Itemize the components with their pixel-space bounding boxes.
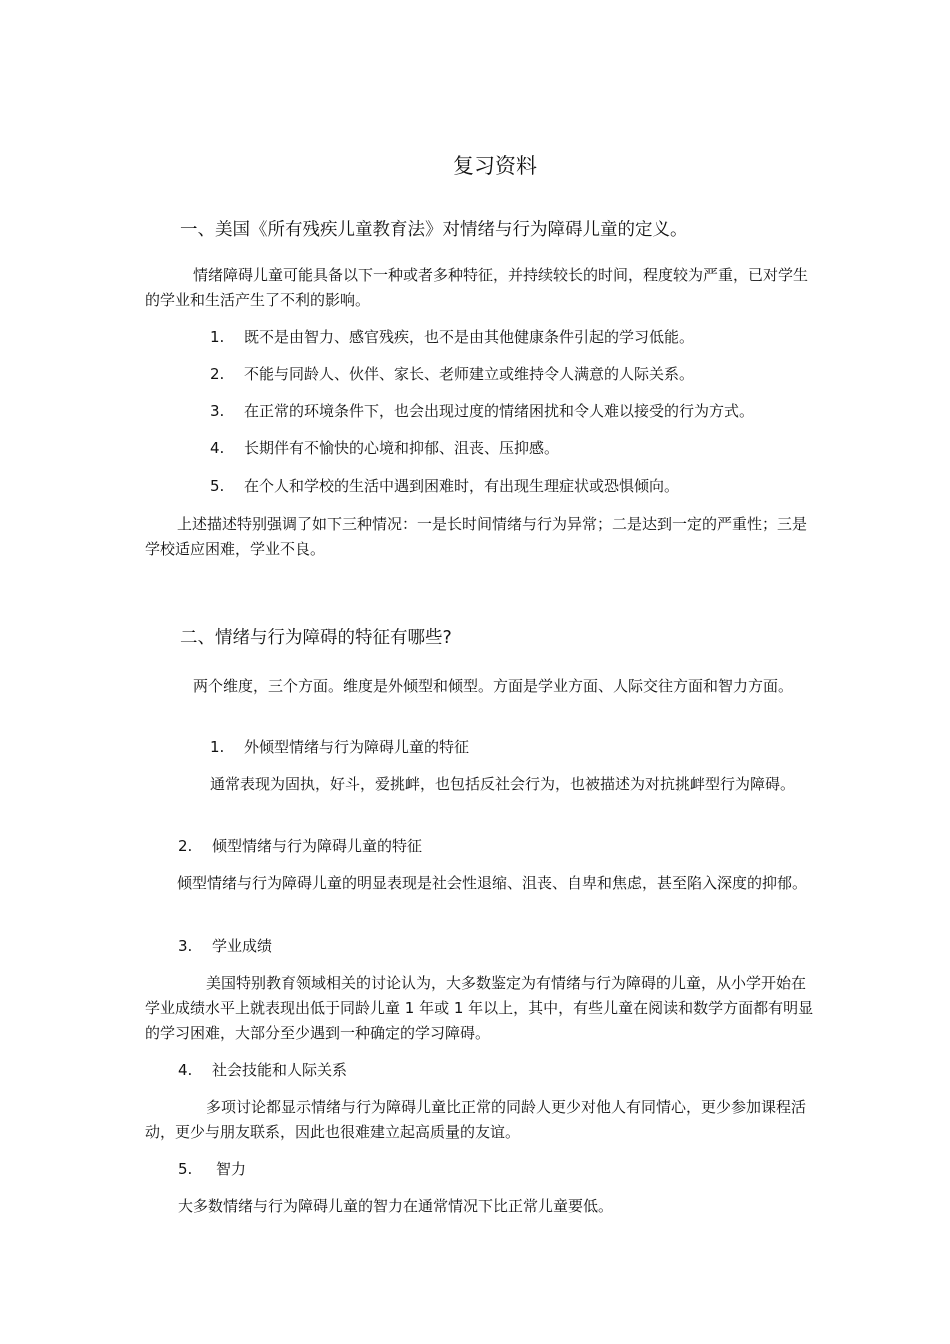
item-text: 社会技能和人际关系 [212, 1061, 348, 1079]
item-text: 倾型情绪与行为障碍儿童的特征 [212, 837, 423, 855]
item-text: 长期伴有不愉快的心境和抑郁、沮丧、压抑感。 [244, 439, 560, 457]
item-number: 1. [210, 328, 225, 346]
subsection1-body: 通常表现为固执，好斗，爱挑衅，也包括反社会行为，也被描述为对抗挑衅型行为障碍。 [210, 775, 796, 793]
item-number: 4. [178, 1061, 193, 1079]
subsection5-body: 大多数情绪与行为障碍儿童的智力在通常情况下比正常儿童要低。 [178, 1197, 614, 1215]
item-text: 既不是由智力、感官残疾，也不是由其他健康条件引起的学习低能。 [244, 328, 695, 346]
item-number: 1. [210, 738, 225, 756]
item-number: 3. [210, 402, 225, 420]
section2-intro: 两个维度，三个方面。维度是外倾型和倾型。方面是学业方面、人际交往方面和智力方面。 [193, 677, 794, 695]
section1-item-1 [210, 325, 694, 350]
subsection4-body: 多项讨论都显示情绪与行为障碍儿童比正常的同龄人更少对他人有同情心，更少参加课程活动，更少与朋友联系，因此也很难建立起高质量的友谊。 [145, 1098, 807, 1141]
item-text: 智力 [216, 1160, 247, 1178]
section1-item-2 [210, 362, 694, 387]
section1-intro: 情绪障碍儿童可能具备以下一种或者多种特征，并持续较长的时间，程度较为严重，已对学生的学业和生活产生了不利的影响。 [145, 266, 809, 309]
page-title: 复习资料 [453, 154, 537, 178]
subsection3-title [178, 934, 272, 959]
section1-item-3 [210, 399, 754, 424]
item-text: 外倾型情绪与行为障碍儿童的特征 [244, 738, 470, 756]
item-number: 2. [210, 365, 225, 383]
section2-heading: 二、情绪与行为障碍的特征有哪些? [180, 628, 452, 648]
section1-heading: 一、美国《所有残疾儿童教育法》对情绪与行为障碍儿童的定义。 [180, 220, 688, 240]
section1-item-5 [210, 474, 679, 499]
item-number: 5. [210, 477, 225, 495]
item-text: 在个人和学校的生活中遇到困难时，有出现生理症状或恐惧倾向。 [244, 477, 680, 495]
item-text: 学业成绩 [212, 937, 273, 955]
subsection4-title [178, 1058, 347, 1083]
section1-item-4 [210, 436, 559, 461]
subsection2-title [178, 834, 422, 859]
item-number: 2. [178, 837, 193, 855]
subsection3-body: 美国特别教育领域相关的讨论认为，大多数鉴定为有情绪与行为障碍的儿童，从小学开始在学业成绩水平上就表现出低于同龄儿童 1 年或 1 年以上，其中，有些儿童在阅读和数学方面都有明显的学习困难，大部分至少遇到一种确定的学习障碍。 [145, 974, 814, 1042]
item-number: 3. [178, 937, 193, 955]
item-text: 不能与同龄人、伙伴、家长、老师建立或维持令人满意的人际关系。 [244, 365, 695, 383]
subsection1-title [210, 735, 469, 760]
subsection5-title [178, 1157, 246, 1182]
item-number: 4. [210, 439, 225, 457]
section1-summary: 上述描述特别强调了如下三种情况：一是长时间情绪与行为异常；二是达到一定的严重性；三是学校适应困难，学业不良。 [145, 515, 808, 558]
item-text: 在正常的环境条件下，也会出现过度的情绪困扰和令人难以接受的行为方式。 [244, 402, 755, 420]
subsection2-body: 倾型情绪与行为障碍儿童的明显表现是社会性退缩、沮丧、自卑和焦虑，甚至陷入深度的抑郁。 [177, 874, 808, 892]
item-number: 5. [178, 1160, 193, 1178]
